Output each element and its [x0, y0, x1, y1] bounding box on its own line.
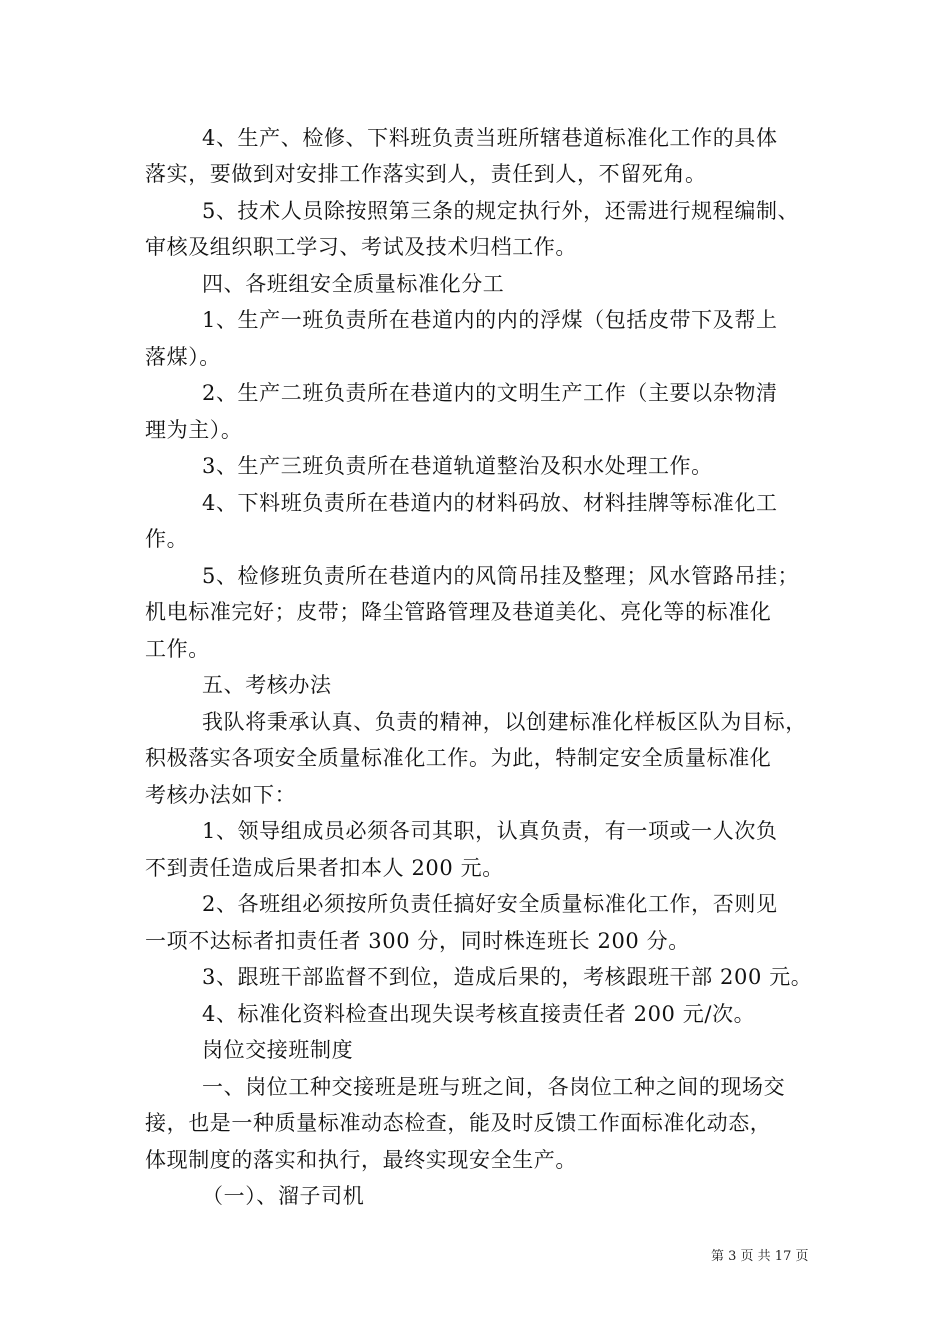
text-line: 工作。: [145, 637, 210, 661]
section-heading: 四、各班组安全质量标准化分工: [202, 272, 505, 296]
text-line: 体现制度的落实和执行，最终实现安全生产。: [145, 1148, 577, 1172]
text-line: 落实，要做到对安排工作落实到人，责任到人，不留死角。: [145, 162, 707, 186]
text-line: 3、跟班干部监督不到位，造成后果的，考核跟班干部 200 元。: [202, 965, 813, 989]
text-line: 1、领导组成员必须各司其职，认真负责，有一项或一人次负: [202, 819, 778, 843]
text-line: 一项不达标者扣责任者 300 分，同时株连班长 200 分。: [145, 929, 690, 953]
text-line: 1、生产一班负责所在巷道内的内的浮煤（包括皮带下及帮上: [202, 308, 778, 332]
text-line: 5、技术人员除按照第三条的规定执行外，还需进行规程编制、: [202, 199, 800, 223]
text-line: （一）、溜子司机: [202, 1184, 365, 1208]
text-line: 我队将秉承认真、负责的精神，以创建标准化样板区队为目标，: [202, 710, 807, 734]
text-line: 落煤）。: [145, 345, 221, 369]
text-line: 机电标准完好；皮带；降尘管路管理及巷道美化、亮化等的标准化: [145, 600, 772, 624]
text-line: 2、生产二班负责所在巷道内的文明生产工作（主要以杂物清: [202, 381, 778, 405]
text-line: 3、生产三班负责所在巷道轨道整治及积水处理工作。: [202, 454, 713, 478]
text-line: 5、检修班负责所在巷道内的风筒吊挂及整理；风水管路吊挂；: [202, 564, 800, 588]
text-line: 不到责任造成后果者扣本人 200 元。: [145, 856, 504, 880]
text-line: 作。: [145, 527, 189, 551]
section-heading: 五、考核办法: [202, 673, 332, 697]
text-line: 4、标准化资料检查出现失误考核直接责任者 200 元/次。: [202, 1002, 756, 1026]
text-line: 积极落实各项安全质量标准化工作。为此，特制定安全质量标准化: [145, 746, 772, 770]
page-number: 第 3 页 共 17 页: [711, 1249, 809, 1264]
section-heading: 岗位交接班制度: [202, 1038, 354, 1062]
text-line: 考核办法如下：: [145, 783, 297, 807]
text-line: 4、生产、检修、下料班负责当班所辖巷道标准化工作的具体: [202, 126, 778, 150]
text-line: 4、下料班负责所在巷道内的材料码放、材料挂牌等标准化工: [202, 491, 778, 515]
text-line: 理为主）。: [145, 418, 243, 442]
text-line: 接，也是一种质量标准动态检查，能及时反馈工作面标准化动态，: [145, 1111, 772, 1135]
text-line: 一、岗位工种交接班是班与班之间，各岗位工种之间的现场交: [202, 1075, 786, 1099]
text-line: 2、各班组必须按所负责任搞好安全质量标准化工作，否则见: [202, 892, 778, 916]
text-line: 审核及组织职工学习、考试及技术归档工作。: [145, 235, 577, 259]
